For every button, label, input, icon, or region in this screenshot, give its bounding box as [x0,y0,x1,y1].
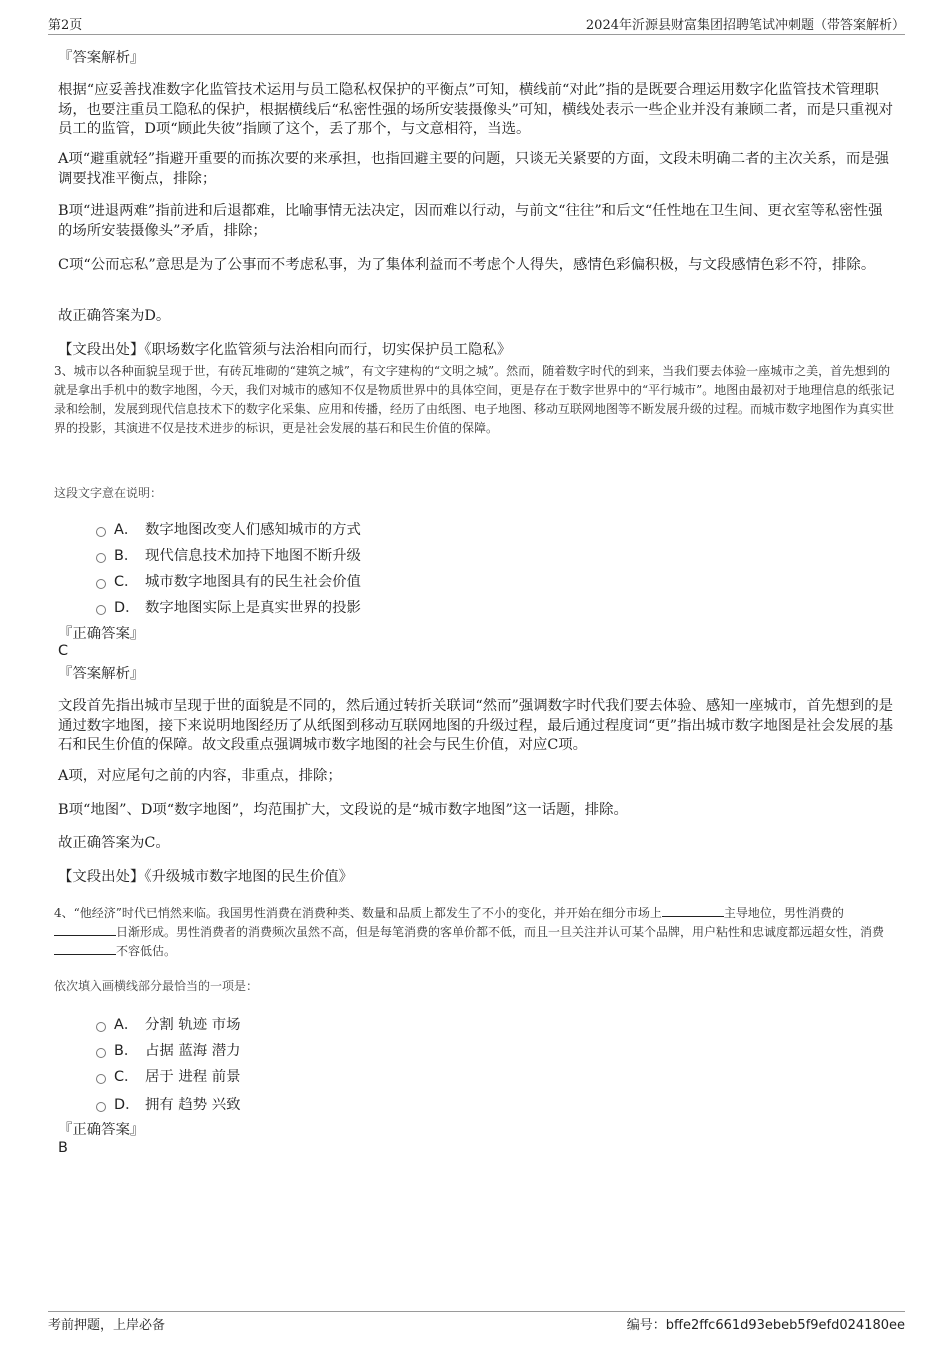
option-text: 现代信息技术加持下地图不断升级 [145,548,361,564]
answer-value: B [58,1140,68,1156]
radio-icon[interactable] [96,1048,106,1058]
stem-text: 不容低估。 [116,944,177,958]
fill-blank [54,942,116,955]
source-citation: 【文段出处】《职场数字化监管须与法治相向而行，切实保护员工隐私》 [58,342,512,358]
document-title: 2024年沂源县财富集团招聘笔试冲刺题（带答案解析） [585,18,905,33]
analysis-paragraph: A项“避重就轻”指避开重要的而拣次要的来承担，也指回避主要的问题，只谈无关紧要的方面，文段未明确二者的主次关系，而是强调要找准平衡点，排除； [58,151,889,187]
page-header [48,14,905,35]
option-letter: D． [114,1097,140,1113]
option-letter: A． [114,1017,139,1033]
option-text: 分割 轨迹 市场 [145,1017,241,1033]
serial-label: 编号： [626,1318,666,1333]
radio-icon[interactable] [96,553,106,563]
serial-number [627,1314,905,1333]
option-a[interactable] [96,1013,241,1034]
option-b[interactable] [96,544,361,565]
radio-icon[interactable] [96,605,106,615]
analysis-label: 『答案解析』 [58,50,145,66]
option-letter: D． [114,600,140,616]
option-c[interactable] [96,570,361,591]
analysis-paragraph: B项“进退两难”指前进和后退都难，比喻事情无法决定，因而难以行动，与前文“往往”和后文“任性地在卫生间、更衣室等私密性强的场所安装摄像头”矛盾，排除； [58,203,883,239]
fill-blank [662,904,724,917]
question-prompt: 这段文字意在说明： [54,486,163,500]
radio-icon[interactable] [96,1074,106,1084]
fill-blank [54,923,116,936]
analysis-paragraph: C项“公而忘私”意思是为了公事而不考虑私事，为了集体利益而不考虑个人得失，感情色彩偏积极，与文段感情色彩不符，排除。 [58,257,876,273]
option-c[interactable] [96,1065,241,1086]
question-prompt: 依次填入画横线部分最恰当的一项是： [54,979,259,993]
stem-text: 4、“他经济”时代已悄然来临。我国男性消费在消费种类、数量和品质上都发生了不小的变化，并开始在细分市场上 [54,906,662,920]
analysis-paragraph: B项“地图”、D项“数字地图”，均范围扩大，文段说的是“城市数字地图”这一话题，排除。 [58,802,628,818]
option-letter: B． [114,1043,139,1059]
source-citation: 【文段出处】《升级城市数字地图的民生价值》 [58,869,354,885]
question-stem: 3、城市以各种面貌呈现于世，有砖瓦堆砌的“建筑之城”，有文字建构的“文明之城”。然而，随着数字时代的到来，当我们要去体验一座城市之美，首先想到的就是拿出手机中的数字地图，今天，我们对城市的感知不仅是物质世界中的具体空间，更是存在于数字世界中的“平行城市”。地图由最初对于地理信息的纸张记录和绘制，发展到现代信息技术下的数字化采集、应用和传播，经历了由纸图、电子地图、移动互联网地图等不断发展升级的过程。而城市数字地图作为真实世界的投影，其演进不仅是技术进步的标识，更是社会发展的基石和民生价值的保障。 [54,364,895,435]
option-letter: A． [114,522,139,538]
stem-text: 日渐形成。男性消费者的消费频次虽然不高，但是每笔消费的客单价都不低，而且一旦关注并认可某个品牌，用户粘性和忠诚度都远超女性，消费 [116,925,885,939]
analysis-paragraph: 根据“应妥善找准数字化监管技术运用与员工隐私权保护的平衡点”可知，横线前“对此”指的是既要合理运用数字化监管技术管理职场，也要注重员工隐私的保护，根据横线后“私密性强的场所安装摄像头”可知，横线处表示一些企业并没有兼顾二者，而是只重视对员工的监管，D项“顾此失彼”指顾了这个，丢了那个，与文意相符，当选。 [58,82,893,137]
page-number: 第2页 [48,18,83,33]
option-d[interactable] [96,596,361,617]
answer-label: 『正确答案』 [58,1122,145,1138]
radio-icon[interactable] [96,579,106,589]
option-text: 数字地图改变人们感知城市的方式 [145,522,361,538]
conclusion: 故正确答案为C。 [58,835,170,851]
option-b[interactable] [96,1039,241,1060]
option-d[interactable] [96,1093,241,1114]
option-a[interactable] [96,518,361,539]
analysis-label: 『答案解析』 [58,666,145,682]
serial-code: bffe2ffc661d93ebeb5f9efd024180ee [665,1318,905,1333]
option-text: 城市数字地图具有的民生社会价值 [145,574,361,590]
option-letter: B． [114,548,139,564]
radio-icon[interactable] [96,527,106,537]
option-text: 居于 进程 前景 [145,1069,241,1085]
option-letter: C． [114,1069,139,1085]
question-stem [54,904,896,961]
page-footer [48,1311,905,1333]
answer-value: C [58,643,69,659]
option-letter: C． [114,574,139,590]
option-text: 拥有 趋势 兴致 [145,1097,241,1113]
option-text: 数字地图实际上是真实世界的投影 [145,600,361,616]
analysis-paragraph: A项，对应尾句之前的内容，非重点，排除； [58,768,342,784]
option-text: 占据 蓝海 潜力 [145,1043,241,1059]
footer-slogan: 考前押题，上岸必备 [48,1318,166,1333]
stem-text: 主导地位，男性消费的 [723,906,844,920]
conclusion: 故正确答案为D。 [58,308,171,324]
radio-icon[interactable] [96,1102,106,1112]
radio-icon[interactable] [96,1022,106,1032]
answer-label: 『正确答案』 [58,626,145,642]
analysis-paragraph: 文段首先指出城市呈现于世的面貌是不同的，然后通过转折关联词“然而”强调数字时代我们要去体验、感知一座城市，首先想到的是通过数字地图，接下来说明地图经历了从纸图到移动互联网地图的升级过程，最后通过程度词“更”指出城市数字地图是社会发展的基石和民生价值的保障。故文段重点强调城市数字地图的社会与民生价值，对应C项。 [58,698,893,753]
